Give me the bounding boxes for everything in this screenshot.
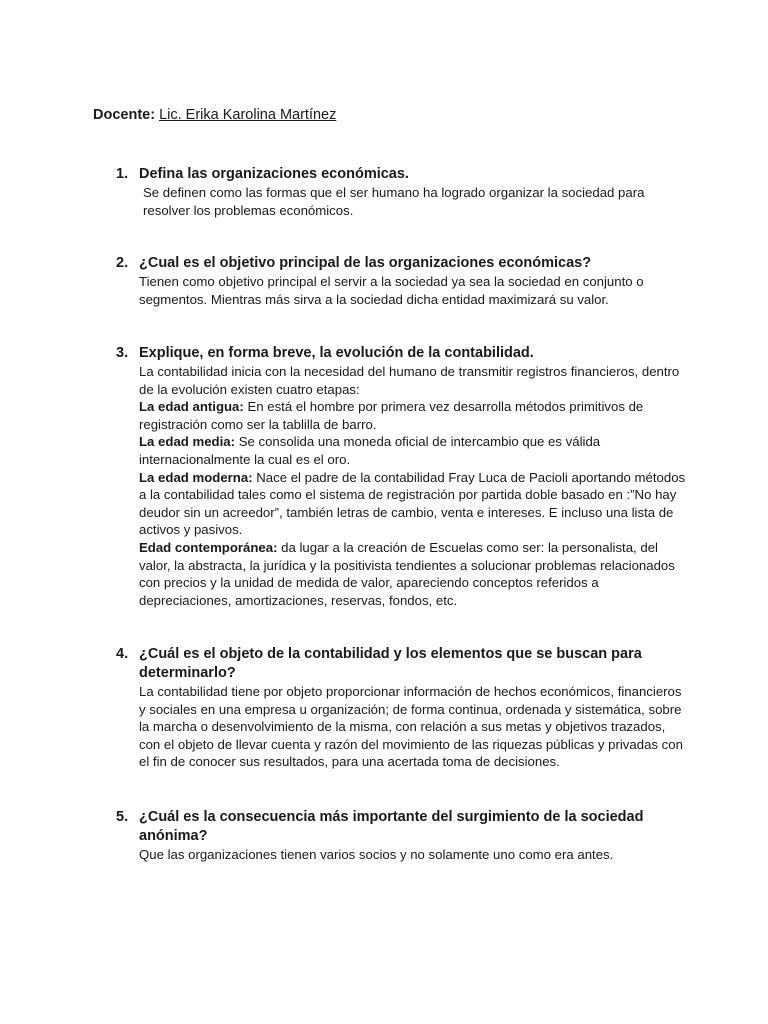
question-answer: Tienen como objetivo principal el servir a la sociedad ya sea la sociedad en conjunto o segmentos. Mientras más sirva a la sociedad dicha entidad maximizará su valor.: [139, 274, 644, 307]
stage-moderna: [139, 469, 686, 539]
stage-label: La edad moderna:: [139, 469, 253, 485]
question-number: 3.: [116, 345, 129, 361]
question-title: Explique, en forma breve, la evolución de la contabilidad.: [139, 345, 534, 361]
question-number: 4.: [116, 646, 129, 662]
stage-label: La edad media:: [139, 434, 236, 450]
question-4: [116, 645, 686, 771]
question-title: ¿Cuál es la consecuencia más importante del surgimiento de la sociedad anónima?: [139, 809, 644, 844]
question-title: ¿Cuál es el objeto de la contabilidad y los elementos que se buscan para determinarlo?: [139, 646, 642, 681]
question-1: [116, 165, 686, 219]
stage-media: [139, 433, 686, 468]
stage-text: Nace el padre de la contabilidad Fray Luca de Pacioli aportando métodos a la contabilidad tales como el sistema de registración por partida doble basado en :”No hay deudor sin un acreedor”, también letras de cambio, venta e intereses. E incluso una lista de activos y pasivos.: [139, 469, 686, 538]
stage-contemporanea: [139, 539, 686, 609]
question-answer: Que las organizaciones tienen varios socios y no solamente uno como era antes.: [139, 847, 614, 862]
teacher-label: Docente:: [93, 107, 156, 123]
question-answer: La contabilidad tiene por objeto proporcionar información de hechos económicos, financieros y sociales en una empresa u organización; de forma continua, ordenada y sistemática, sobre la marcha o desenvolvimiento de la misma, con relación a sus metas y objetivos trazados, con el objeto de llevar cuenta y razón del movimiento de las riquezas públicas y privadas con el fin de conocer sus resultados, para una acertada toma de decisiones.: [139, 684, 683, 770]
question-3: [116, 344, 686, 609]
stage-text: Se consolida una moneda oficial de intercambio que es válida internacionalmente la cual es el oro.: [139, 434, 601, 467]
question-answer: [139, 363, 686, 609]
stage-text: da lugar a la creación de Escuelas como ser: la personalista, del valor, la abstracta, la jurídica y la positivista tendientes a solucionar problemas relacionados con precios y la unidad de medida de valor, apareciendo conceptos referidos a depreciaciones, amortizaciones, reservas, fondos, etc.: [139, 539, 675, 608]
stage-label: Edad contemporánea:: [139, 539, 278, 555]
evolution-intro: La contabilidad inicia con la necesidad del humano de transmitir registros financieros, dentro de la evolución existen cuatro etapas:: [139, 364, 680, 397]
teacher-name: Lic. Erika Karolina Martínez: [159, 107, 337, 123]
teacher-line: [93, 106, 336, 124]
question-answer: Se definen como las formas que el ser humano ha logrado organizar la sociedad para resolver los problemas económicos.: [143, 185, 645, 218]
question-title: ¿Cual es el objetivo principal de las organizaciones económicas?: [139, 255, 592, 271]
question-number: 2.: [116, 255, 129, 271]
stage-label: La edad antigua:: [139, 399, 244, 415]
stage-antigua: [139, 398, 686, 433]
question-number: 1.: [116, 166, 129, 182]
question-5: [116, 808, 686, 864]
question-number: 5.: [116, 809, 129, 825]
question-2: [116, 254, 686, 308]
stage-text: En está el hombre por primera vez desarrolla métodos primitivos de registración como ser la tablilla de barro.: [139, 399, 644, 432]
question-title: Defina las organizaciones económicas.: [139, 166, 409, 182]
